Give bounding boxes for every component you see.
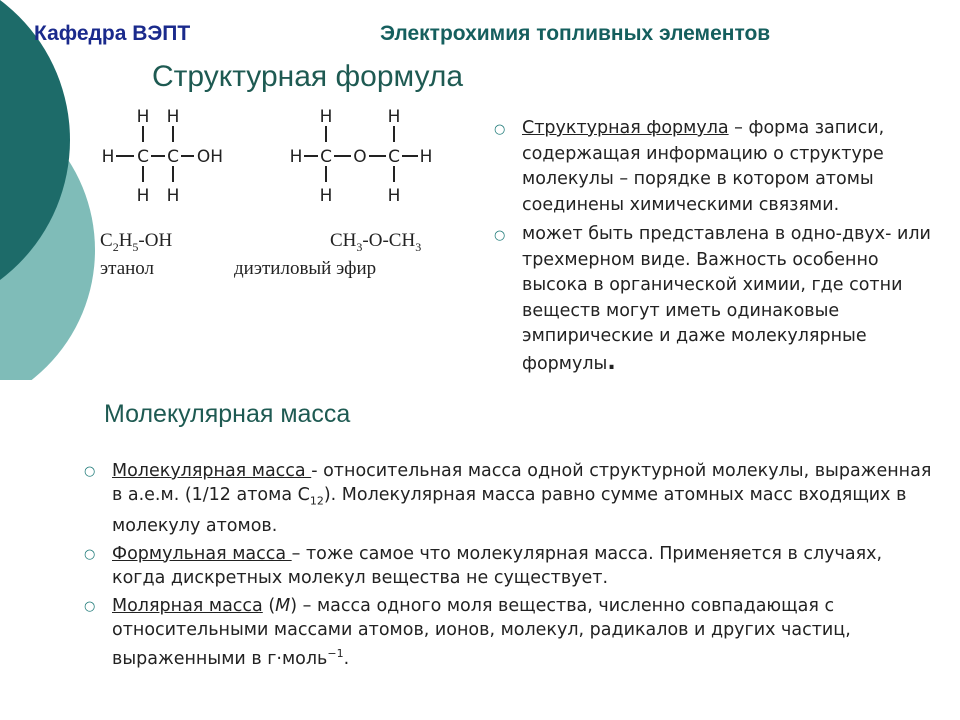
- term-formula-mass: Формульная масса: [112, 543, 292, 564]
- ether-atom-c2: C: [388, 147, 400, 167]
- list-item: [78, 542, 938, 590]
- ethanol-atom-c2: C: [167, 147, 179, 167]
- ether-structure: [288, 104, 438, 204]
- ether-atom-h-top1: H: [319, 107, 333, 127]
- list-item: [78, 594, 938, 671]
- ether-atom-h-right: H: [419, 147, 433, 167]
- ring-bullet-icon: ○: [494, 122, 506, 137]
- ring-bullet-icon: ○: [84, 546, 96, 562]
- ether-formula-part: CH: [330, 230, 357, 251]
- ether-atom-h-bot2: H: [387, 186, 401, 204]
- ether-formula: [330, 230, 421, 255]
- symbol-m: M: [275, 595, 291, 616]
- ethanol-formula-part: C: [100, 230, 113, 251]
- list-item: [78, 459, 938, 538]
- ether-atom-c1: C: [320, 147, 332, 167]
- ether-formula-sub: 3: [356, 239, 363, 254]
- definition-end: .: [343, 648, 350, 669]
- definition-text: ). Молекулярная масса равно сумме атомных масс входящих в молекулу атомов.: [112, 485, 907, 536]
- ethanol-atom-h-bot1: H: [136, 186, 150, 204]
- ethanol-structure: [98, 104, 238, 204]
- ethanol-formula-part: H: [118, 230, 133, 251]
- definition-text: может быть представлена в одно-двух- или трехмерном виде. Важность особенно высока в органической химии, где сотни веществ могут иметь одинаковые эмпирические и даже молекулярные формулы: [522, 224, 931, 374]
- ether-formula-sub: 3: [415, 239, 422, 254]
- ethanol-atom-h-top2: H: [166, 107, 180, 127]
- ring-bullet-icon: ○: [84, 598, 96, 614]
- definition-sup: −1: [327, 646, 344, 660]
- ring-bullet-icon: ○: [84, 464, 96, 479]
- ethanol-name: этанол: [100, 258, 155, 279]
- ring-bullet-icon: ○: [494, 228, 506, 243]
- definition-text: (: [262, 595, 276, 616]
- definition-list: [488, 116, 933, 381]
- definition-end: .: [607, 349, 616, 375]
- page-title: Структурная формула: [152, 60, 464, 93]
- list-item: [488, 222, 933, 377]
- definition-text: – тоже самое что молекулярная масса. Применяется в случаях, когда дискретных молекул вещества не существует.: [112, 543, 883, 588]
- ether-atom-h-bot1: H: [319, 186, 333, 204]
- ether-atom-h-top2: H: [387, 107, 401, 127]
- ethanol-formula-sub: 2: [112, 239, 119, 254]
- term-molar-mass: Молярная масса: [112, 595, 263, 616]
- term-molecular-mass: Молекулярная масса: [112, 461, 312, 481]
- ethanol-formula: [100, 230, 172, 255]
- ethanol-formula-sub: 5: [132, 239, 139, 254]
- department-label: Кафедра ВЭПТ: [34, 22, 191, 45]
- ether-name: диэтиловый эфир: [234, 258, 377, 279]
- ethanol-atom-c1: C: [137, 147, 149, 167]
- ether-atom-o: O: [353, 147, 367, 167]
- ethanol-atom-h-left: H: [101, 147, 115, 167]
- ethanol-atom-oh: OH: [196, 147, 224, 167]
- term-structural-formula: Структурная формула: [522, 118, 729, 138]
- mass-definitions-list: [78, 459, 938, 674]
- ether-formula-part: -O-CH: [362, 230, 416, 251]
- course-title: Электрохимия топливных элементов: [380, 22, 771, 45]
- ethanol-atom-h-bot2: H: [166, 186, 180, 204]
- definition-text: ) – масса одного моля вещества, численно совпадающая с относительными массами атомов, ионов, молекул, радикалов и других частиц, выраженными в г·моль: [112, 595, 851, 669]
- definition-text: – форма записи, содержащая информацию о структуре молекулы – порядке в котором атомы соединены химическими связями.: [522, 118, 885, 215]
- ethanol-formula-part: -OH: [138, 230, 173, 251]
- section-title: Молекулярная масса: [104, 400, 351, 428]
- ether-atom-h-left: H: [289, 147, 303, 167]
- definition-sub: 12: [309, 494, 324, 508]
- ethanol-bonds: [116, 126, 194, 182]
- definition-text: - относительная масса одной структурной молекулы, выраженная в а.е.м. (1/12 атома С: [112, 461, 932, 505]
- list-item: [488, 116, 933, 218]
- ethanol-atom-h-top1: H: [136, 107, 150, 127]
